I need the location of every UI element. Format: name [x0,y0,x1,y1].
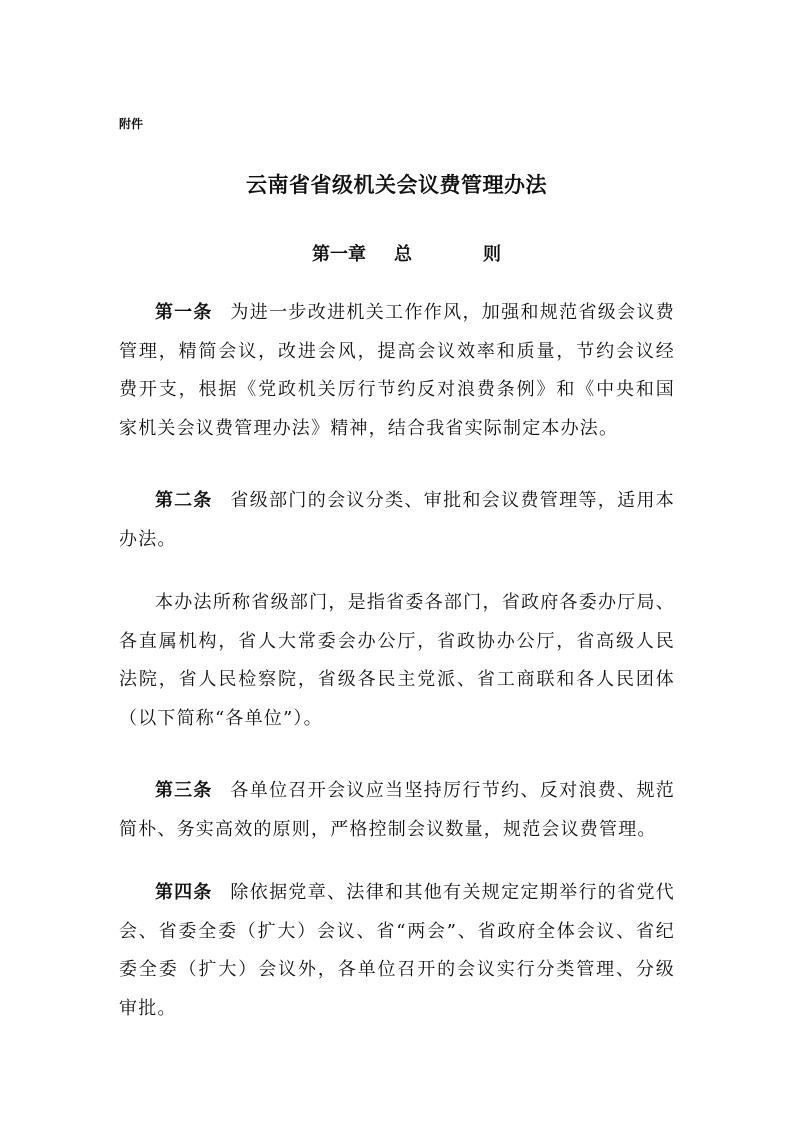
article-number: 第四条 [155,882,213,903]
article-number: 第三条 [155,780,213,801]
article-number: 第二条 [155,490,213,511]
article-paragraph [119,874,675,1028]
article-text: 各单位召开会议应当坚持厉行节约、反对浪费、规范简朴、务实高效的原则，严格控制会议数量，规范会议费管理。 [119,780,676,840]
document-title: 云南省省级机关会议费管理办法 [246,173,547,197]
chapter-word-1: 总 [394,244,412,265]
article-paragraph [119,294,675,448]
article-text: 除依据党章、法律和其他有关规定定期举行的省党代会、省委全委（扩大）会议、省“两会”、省政府全体会议、省纪委全委（扩大）会议外，各单位召开的会议实行分类管理、分级审批。 [119,882,676,1019]
chapter-word-2: 则 [483,244,501,265]
body-paragraph [119,584,675,738]
article-paragraph [119,772,675,849]
paragraph-text: 本办法所称省级部门，是指省委各部门，省政府各委办厅局、各直属机构，省人大常委会办公厅，省政协办公厅，省高级人民法院，省人民检察院，省级各民主党派、省工商联和各人民团体（以下简称“各单位”）。 [119,592,675,729]
article-text: 为进一步改进机关工作作风，加强和规范省级会议费管理，精简会议，改进会风，提高会议效率和质量，节约会议经费开支，根据《党政机关厉行节约反对浪费条例》和《中央和国家机关会议费管理办法》精神，结合我省实际制定本办法。 [119,302,676,439]
chapter-heading [0,240,793,270]
attachment-label: 附件 [119,117,144,131]
article-text: 省级部门的会议分类、审批和会议费管理等，适用本办法。 [119,490,676,550]
article-paragraph [119,482,675,559]
article-number: 第一条 [155,302,213,323]
chapter-number: 第一章 [312,244,366,265]
